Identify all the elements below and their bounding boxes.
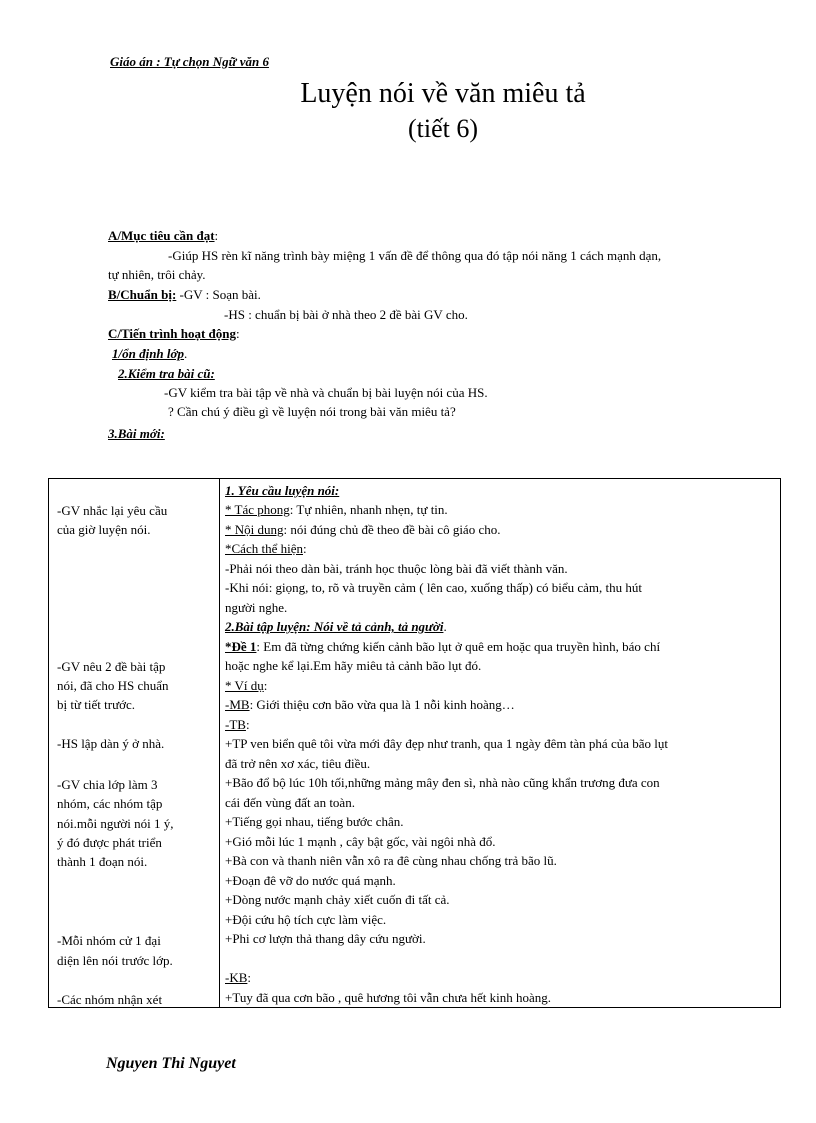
activity-table (48, 478, 781, 1008)
content-line-13: đã trở nên xơ xác, tiêu điều. (225, 756, 371, 771)
content-line-12: +TP ven biển quê tôi vừa mới đây đẹp như tranh, qua 1 ngày đêm tàn phá của bão lụt (225, 736, 668, 751)
content-line-9: * Ví dụ: (225, 678, 268, 693)
preparation-hs: -HS : chuẩn bị bài ở nhà theo 2 đề bài GV cho. (224, 307, 468, 322)
content-line-3: *Cách thể hiện: (225, 541, 307, 556)
page-title: Luyện nói về văn miêu tả (300, 78, 586, 109)
content-line-21: +Đội cứu hộ tích cực làm việc. (225, 912, 387, 927)
left-line-13: diện lên nói trước lớp. (57, 953, 173, 968)
left-line-9: nói.mỗi người nói 1 ý, (57, 816, 174, 831)
content-line-8: hoặc nghe kể lại.Em hãy miêu tả cảnh bão lụt đó. (225, 658, 482, 673)
left-line-2: của giờ luyện nói. (57, 522, 151, 537)
step-2: 2.Kiểm tra bài cũ: (118, 366, 215, 381)
content-line-17: +Gió mỗi lúc 1 mạnh , cây bật gốc, vài ngôi nhà đổ. (225, 834, 496, 849)
page-subtitle: (tiết 6) (407, 114, 479, 143)
left-line-14: -Các nhóm nhận xét (57, 992, 163, 1007)
section-2-title: 2.Bài tập luyện: Nói về tả cảnh, tả người (225, 619, 444, 634)
header-label: Giáo án : Tự chọn Ngữ văn 6 (110, 54, 269, 69)
content-line-6: người nghe. (225, 600, 288, 615)
author-name: Nguyen Thi Nguyet (106, 1055, 236, 1072)
left-line-3: -GV nêu 2 đề bài tập (57, 659, 166, 674)
left-line-11: thành 1 đoạn nói. (57, 854, 148, 869)
step-3: 3.Bài mới: (108, 426, 165, 441)
left-line-5: bị từ tiết trước. (57, 697, 136, 712)
content-line-16: +Tiếng gọi nhau, tiếng bước chân. (225, 814, 404, 829)
preparation-heading: B/Chuẩn bị: (108, 287, 177, 302)
left-line-6: -HS lập dàn ý ở nhà. (57, 736, 165, 751)
content-line-14: +Bão đổ bộ lúc 10h tối,những mảng mây đen sì, nhà nào cũng khẩn trương đưa con (225, 775, 660, 790)
content-line-7: *Đề 1: Em đã từng chứng kiến cảnh bão lụt ở quê em hoặc qua truyền hình, báo chí (225, 639, 661, 654)
objectives-heading-suffix: : (214, 228, 219, 243)
check-line-1: -GV kiểm tra bài tập về nhà và chuẩn bị bài luyện nói của HS. (164, 385, 488, 400)
objectives-heading-line (108, 226, 218, 246)
content-line-11: -TB: (225, 717, 250, 732)
lesson-content-column (220, 479, 781, 1008)
content-line-15: cái đến vùng đất an toàn. (225, 795, 355, 810)
content-line-10: -MB: Giới thiệu cơn bão vừa qua là 1 nỗi kinh hoàng… (225, 697, 515, 712)
process-heading: C/Tiến trình hoạt động (108, 326, 236, 341)
left-line-12: -Mỗi nhóm cử 1 đại (57, 933, 161, 948)
left-line-7: -GV chia lớp làm 3 (57, 777, 158, 792)
content-line-20: +Dòng nước mạnh chảy xiết cuốn đi tất cả. (225, 892, 450, 907)
check-line-2: ? Cần chú ý điều gì về luyện nói trong bài văn miêu tả? (168, 404, 456, 419)
content-line-19: +Đoạn đê vỡ do nước quá mạnh. (225, 873, 396, 888)
objectives-line-1: -Giúp HS rèn kĩ năng trình bày miệng 1 vấn đề để thông qua đó tập nói năng 1 cách mạnh dạn, (168, 248, 662, 263)
process-heading-suffix: : (236, 326, 240, 341)
step-1-line (112, 344, 187, 364)
content-line-4: -Phải nói theo dàn bài, tránh học thuộc lòng bài đã viết thành văn. (225, 561, 568, 576)
content-line-18: +Bà con và thanh niên vẫn xô ra đê cùng nhau chống trả bão lũ. (225, 853, 557, 868)
process-heading-line (108, 324, 240, 344)
left-line-4: nói, đã cho HS chuẩn (57, 678, 169, 693)
step-1-suffix: . (184, 346, 188, 361)
left-line-8: nhóm, các nhóm tập (57, 796, 163, 811)
section-2-title-line: 2.Bài tập luyện: Nói về tả cảnh, tả người. (225, 619, 447, 634)
objectives-heading: A/Mục tiêu cần đạt (108, 228, 215, 243)
teacher-activity-column (49, 479, 220, 1008)
preparation-line-gv (108, 285, 261, 305)
section-1-title: 1. Yêu cầu luyện nói: (225, 483, 340, 498)
content-line-23: -KB: (225, 970, 252, 985)
content-line-2: * Nội dung: nói đúng chủ đề theo đề bài cô giáo cho. (225, 522, 501, 537)
objectives-line-2: tự nhiên, trôi chảy. (108, 267, 206, 282)
left-line-1: -GV nhắc lại yêu cầu (57, 503, 168, 518)
step-1: 1/ổn định lớp (112, 346, 185, 361)
content-line-5: -Khi nói: giọng, to, rõ và truyền cảm ( lên cao, xuống thấp) có biểu cảm, thu hút (225, 580, 642, 595)
content-line-1: * Tác phong: Tự nhiên, nhanh nhẹn, tự tin. (225, 502, 448, 517)
content-line-22: +Phi cơ lượn thả thang dây cứu người. (225, 931, 426, 946)
preparation-gv: -GV : Soạn bài. (179, 287, 261, 302)
content-line-24: +Tuy đã qua cơn bão , quê hương tôi vẫn chưa hết kinh hoàng. (225, 990, 552, 1005)
left-line-10: ý đó được phát triển (57, 835, 162, 850)
